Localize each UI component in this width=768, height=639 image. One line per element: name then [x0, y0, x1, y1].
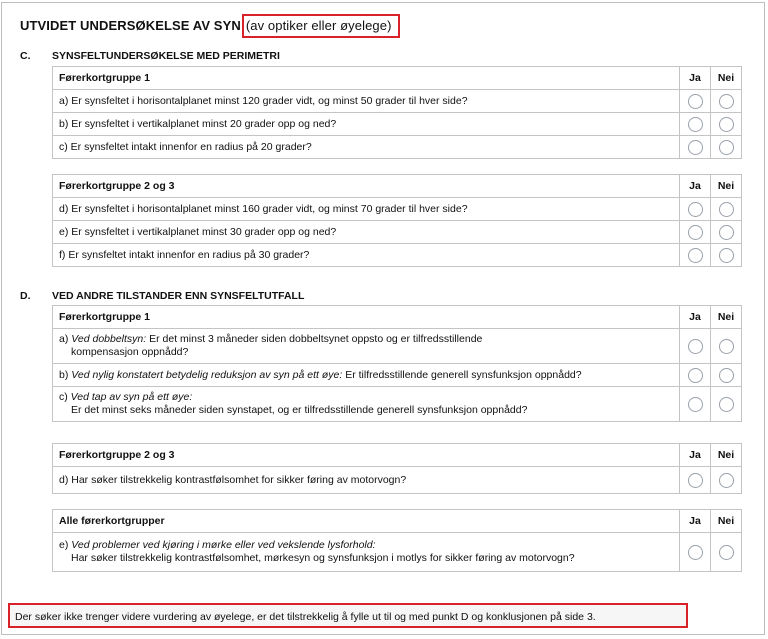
question-body: Er tilfredsstillende generell synsfunksjon oppnådd?	[342, 369, 582, 381]
col-nei: Nei	[711, 306, 742, 329]
radio-ja[interactable]	[688, 397, 703, 412]
question-condition: Ved nylig konstatert betydelig reduksjon av syn på ett øye:	[71, 369, 343, 381]
table-header-row	[53, 444, 742, 467]
col-ja: Ja	[680, 444, 711, 467]
radio-nei[interactable]	[719, 225, 734, 240]
radio-nei[interactable]	[719, 94, 734, 109]
question-text: d) Er synsfeltet i horisontalplanet minst 160 grader vidt, og minst 70 grader til hver side?	[53, 198, 680, 221]
question-text: b) Er synsfeltet i vertikalplanet minst 20 grader opp og ned?	[53, 113, 680, 136]
page-title	[20, 18, 400, 33]
question-body-line2: Er det minst seks måneder siden synstapet, og er tilfredsstillende generell synsfunksjon oppnådd?	[71, 404, 528, 416]
question-row	[53, 244, 742, 267]
col-ja: Ja	[680, 510, 711, 533]
radio-ja[interactable]	[688, 202, 703, 217]
question-prefix: e)	[59, 539, 72, 551]
col-ja: Ja	[680, 175, 711, 198]
table-c-group1	[52, 66, 742, 159]
question-body: Er det minst 3 måneder siden dobbeltsynet oppsto og er tilfredsstillende	[146, 333, 483, 345]
radio-nei[interactable]	[719, 339, 734, 354]
question-row	[53, 329, 742, 364]
group-header: Førerkortgruppe 2 og 3	[53, 175, 680, 198]
question-text	[53, 364, 680, 387]
table-d-group23	[52, 443, 742, 494]
table-header-row	[53, 306, 742, 329]
section-letter: C.	[20, 50, 31, 62]
question-condition: Ved tap av syn på ett øye:	[70, 391, 193, 403]
question-row	[53, 198, 742, 221]
question-condition: Ved dobbeltsyn:	[71, 333, 147, 345]
table-header-row	[53, 67, 742, 90]
question-prefix: a)	[59, 333, 72, 345]
question-row	[53, 533, 742, 572]
radio-nei[interactable]	[719, 140, 734, 155]
radio-ja[interactable]	[688, 117, 703, 132]
table-header-row	[53, 510, 742, 533]
question-text	[53, 387, 680, 422]
question-text: d) Har søker tilstrekkelig kontrastfølsomhet for sikker føring av motorvogn?	[53, 467, 680, 494]
title-subtitle: (av optiker eller øyelege)	[242, 14, 400, 38]
radio-ja[interactable]	[688, 225, 703, 240]
col-ja: Ja	[680, 67, 711, 90]
radio-ja[interactable]	[688, 368, 703, 383]
col-ja: Ja	[680, 306, 711, 329]
radio-nei[interactable]	[719, 368, 734, 383]
question-row	[53, 387, 742, 422]
col-nei: Nei	[711, 67, 742, 90]
radio-nei[interactable]	[719, 202, 734, 217]
table-d-all-groups	[52, 509, 742, 572]
section-letter: D.	[20, 290, 31, 302]
question-text: a) Er synsfeltet i horisontalplanet minst 120 grader vidt, og minst 50 grader til hver side?	[53, 90, 680, 113]
radio-ja[interactable]	[688, 94, 703, 109]
section-c-heading	[20, 50, 280, 62]
section-label: VED ANDRE TILSTANDER ENN SYNSFELTUTFALL	[52, 290, 305, 302]
question-text: c) Er synsfeltet intakt innenfor en radius på 20 grader?	[53, 136, 680, 159]
question-text	[53, 533, 680, 572]
question-row	[53, 467, 742, 494]
question-row	[53, 136, 742, 159]
radio-ja[interactable]	[688, 545, 703, 560]
radio-ja[interactable]	[688, 248, 703, 263]
question-condition: Ved problemer ved kjøring i mørke eller ved vekslende lysforhold:	[71, 539, 376, 551]
question-text: e) Er synsfeltet i vertikalplanet minst 30 grader opp og ned?	[53, 221, 680, 244]
question-body-line2: Har søker tilstrekkelig kontrastfølsomhet, mørkesyn og synsfunksjon i motlys for sikker føring av motorvogn?	[71, 552, 575, 564]
radio-nei[interactable]	[719, 117, 734, 132]
group-header: Førerkortgruppe 1	[53, 67, 680, 90]
question-prefix: c)	[59, 391, 71, 403]
question-row	[53, 221, 742, 244]
radio-nei[interactable]	[719, 545, 734, 560]
group-header: Førerkortgruppe 2 og 3	[53, 444, 680, 467]
col-nei: Nei	[711, 175, 742, 198]
table-c-group23	[52, 174, 742, 267]
table-d-group1	[52, 305, 742, 422]
radio-ja[interactable]	[688, 339, 703, 354]
table-header-row	[53, 175, 742, 198]
question-row	[53, 90, 742, 113]
group-header: Alle førerkortgrupper	[53, 510, 680, 533]
col-nei: Nei	[711, 510, 742, 533]
title-main: UTVIDET UNDERSØKELSE AV SYN	[20, 18, 241, 33]
radio-nei[interactable]	[719, 473, 734, 488]
question-row	[53, 113, 742, 136]
section-label: SYNSFELTUNDERSØKELSE MED PERIMETRI	[52, 50, 280, 62]
radio-nei[interactable]	[719, 397, 734, 412]
section-d-heading	[20, 290, 304, 302]
footer-note: Der søker ikke trenger videre vurdering av øyelege, er det tilstrekkelig å fylle ut til og med punkt D og konklusjonen på side 3.	[8, 603, 688, 628]
question-text	[53, 329, 680, 364]
radio-ja[interactable]	[688, 140, 703, 155]
question-body-line2: kompensasjon oppnådd?	[71, 346, 189, 358]
group-header: Førerkortgruppe 1	[53, 306, 680, 329]
col-nei: Nei	[711, 444, 742, 467]
radio-nei[interactable]	[719, 248, 734, 263]
radio-ja[interactable]	[688, 473, 703, 488]
question-row	[53, 364, 742, 387]
question-text: f) Er synsfeltet intakt innenfor en radius på 30 grader?	[53, 244, 680, 267]
question-prefix: b)	[59, 369, 72, 381]
